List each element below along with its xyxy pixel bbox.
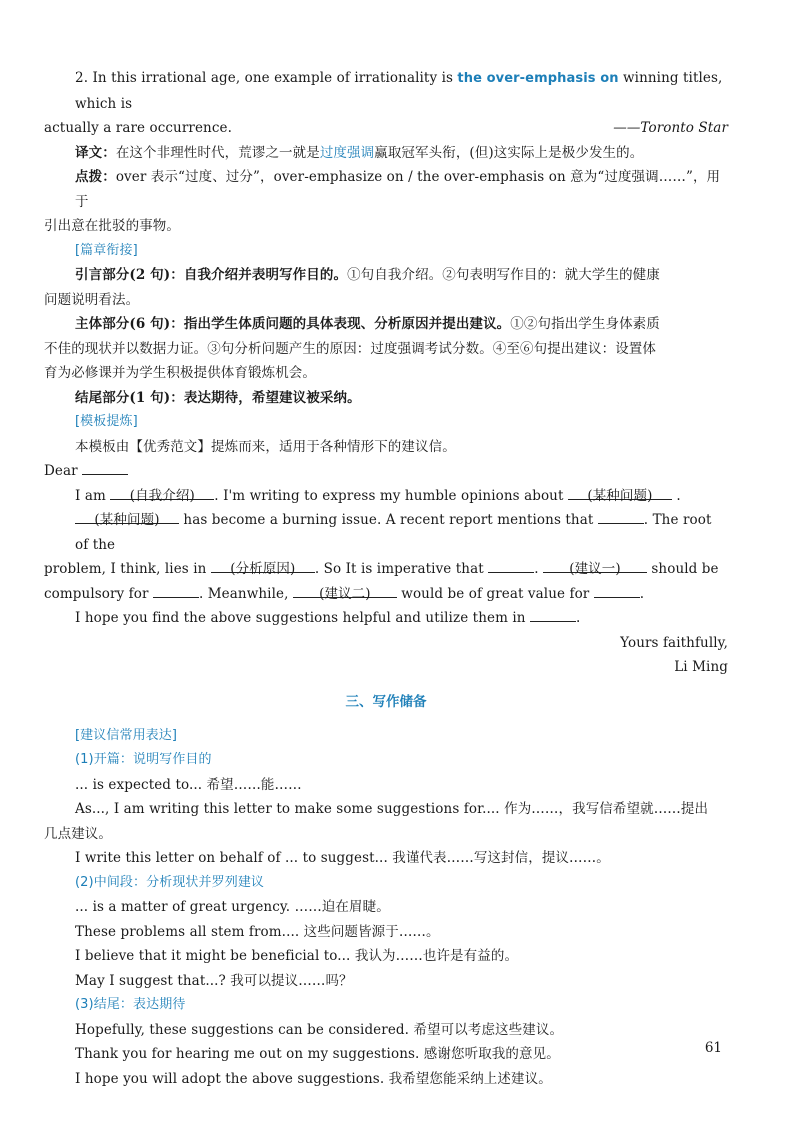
translation: [44, 141, 728, 166]
expression-item-continued: 几点建议。: [44, 825, 112, 842]
expression-item: As..., I am writing this letter to make some suggestions for.... 作为……，我写信希望就……提出: [75, 801, 709, 817]
blank: [598, 508, 644, 524]
expression-item: Thank you for hearing me out on my suggestions. 感谢您听取我的意见。: [75, 1046, 560, 1062]
template-text: . The root of the: [75, 512, 712, 553]
expression-item: May I suggest that...? 我可以提议……吗？: [75, 972, 353, 989]
template-text: problem, I think, lies in: [44, 561, 207, 577]
template-heading: [模板提炼]: [75, 414, 138, 429]
ending-subtitle: (3)结尾：表达期待: [75, 997, 186, 1012]
blank-analysis: (分析原因): [211, 557, 315, 573]
tip-text: over 表示“过度、过分”，over-emphasize on / the over-emphasis on 意为“过度强调……”，用于: [75, 169, 721, 210]
translation-highlight: 过度强调: [319, 144, 375, 161]
expression-item: Hopefully, these suggestions can be considered. 希望可以考虑这些建议。: [75, 1021, 564, 1038]
tip-label: 点拨：: [75, 169, 116, 185]
template-line1: [44, 484, 728, 509]
template-description: 本模板由【优秀范文】提炼而来，适用于各种情形下的建议信。: [75, 438, 456, 455]
tip: [44, 165, 728, 214]
blank-problem: (某种问题): [75, 508, 179, 524]
greeting-text: Dear: [44, 463, 78, 479]
template-text: I am: [75, 487, 106, 504]
expression-item: These problems all stem from.... 这些问题皆源于……。: [75, 923, 440, 940]
example-text: actually a rare occurrence.: [44, 120, 232, 136]
blank-problem: (某种问题): [568, 484, 672, 500]
blank-suggestion-2: (建议二): [293, 582, 397, 598]
template-line4: compulsory for . Meanwhile, (建议二) would be of great value for .: [44, 582, 728, 607]
template-text: . I'm writing to express my humble opinions about: [214, 487, 564, 504]
expression-item: I hope you will adopt the above suggestions. 我希望您能采纳上述建议。: [75, 1070, 552, 1087]
middle-subtitle: (2)中间段：分析现状并罗列建议: [75, 874, 265, 890]
template-text: has become a burning issue. A recent report mentions that: [183, 512, 594, 528]
blank-suggestion-1: (建议一): [543, 557, 647, 573]
expression-item: ... is expected to... 希望……能……: [75, 776, 302, 793]
template-line3: problem, I think, lies in (分析原因) . So It is imperative that . (建议一) should be: [44, 557, 728, 582]
template-text: would be of great value for: [401, 585, 590, 602]
example-sentence-line2: [44, 116, 728, 141]
expression-item: ... is a matter of great urgency. ……迫在眉睫。: [75, 899, 390, 915]
blank: [153, 582, 199, 598]
template-text: . Meanwhile,: [198, 585, 289, 602]
intro-label: 引言部分(2 句)：自我介绍并表明写作目的。: [75, 267, 348, 283]
template-text: . So It is imperative that: [314, 561, 484, 577]
blank-self-intro: (自我介绍): [110, 484, 214, 500]
template-text: should be: [651, 561, 719, 577]
section-title: 三、写作储备: [345, 693, 427, 710]
template-greeting: [44, 459, 728, 484]
translation-label: 译文：: [75, 144, 116, 161]
body-text: ①②句指出学生身体素质: [510, 316, 660, 332]
ending-label: 结尾部分(1 句)：表达期待，希望建议被采纳。: [75, 389, 361, 406]
template-text: I hope you find the above suggestions helpful and utilize them in: [75, 610, 526, 626]
signature-name: Li Ming: [674, 659, 728, 675]
expression-item: I believe that it might be beneficial to... 我认为……也许是有益的。: [75, 948, 519, 964]
expression-item: I write this letter on behalf of ... to suggest... 我谨代表……写这封信，提议……。: [75, 850, 610, 866]
template-text: compulsory for: [44, 585, 149, 602]
translation-text: 在这个非理性时代，荒谬之一就是: [115, 144, 320, 161]
highlight-phrase: the over-emphasis on: [457, 71, 619, 86]
blank: [530, 606, 576, 622]
body-label: 主体部分(6 句)：指出学生体质问题的具体表现、分析原因并提出建议。: [75, 316, 511, 332]
translation-text: 赢取冠军头衔，(但)这实际上是极少发生的。: [374, 144, 644, 161]
intro-text-line2: 问题说明看法。: [44, 291, 140, 308]
source-citation: ——Toronto Star: [613, 120, 728, 136]
blank: [488, 557, 534, 573]
intro-part: [44, 263, 728, 288]
template-line2: [44, 508, 728, 557]
body-text-line3: 育为必修课并为学生积极提供体育锻炼机会。: [44, 365, 316, 381]
example-sentence: [44, 66, 728, 116]
example-text: 2. In this irrational age, one example of irrationality is: [75, 70, 458, 86]
page-number: 61: [704, 1040, 722, 1056]
template-text: .: [676, 487, 681, 504]
tip-text-line2: 引出意在批驳的事物。: [44, 218, 180, 234]
opening-subtitle: (1)开篇：说明写作目的: [75, 752, 212, 767]
template-line5: I hope you find the above suggestions helpful and utilize them in .: [44, 606, 728, 631]
closing: Yours faithfully,: [620, 634, 728, 651]
intro-text: ①句自我介绍。②句表明写作目的：就大学生的健康: [347, 267, 660, 283]
body-part: [44, 312, 728, 337]
expressions-tag: [建议信常用表达]: [75, 727, 178, 743]
body-text-line2: 不佳的现状并以数据力证。③句分析问题产生的原因：过度强调考试分数。④至⑥句提出建议：设置体: [44, 340, 656, 357]
structure-heading: [篇章衔接]: [75, 242, 138, 258]
blank: [594, 582, 640, 598]
example-text: winning titles, which is: [75, 70, 723, 112]
blank: [82, 459, 128, 475]
